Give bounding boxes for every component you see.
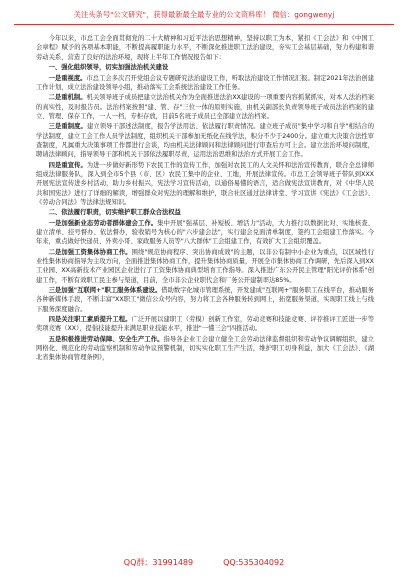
body-paragraph [36, 315, 374, 334]
paragraph-text: 集中开展"强基层、补短板、增活力"活动，大力推行以数据比对、实地核查、建立清单、挂号督办、依法督办，验收销号为核心的"六步建会法"，实行建会兑面清单制度，签约工会组建工作落实。今年来，重点做好快递员、外卖小哥、家政服务人员等"八大群体"工会组建工作，有效扩大工会组织覆盖。 [36, 219, 374, 246]
body-paragraph [36, 34, 374, 62]
document-body [36, 34, 374, 546]
body-paragraph [36, 335, 374, 363]
paragraph-lead: 四是重宣传。 [48, 161, 87, 169]
footer-qq-group: QQ群：31991489 [123, 557, 194, 567]
paragraph-text: 围绕"规范协商程序、突出协商成效"的主题，以非公有制中小企业为重点，以区域性行业性集体协商指导为主攻方向，全面推进集体协商工作，提升集体协商质量，开展全市集体协商工作调研，先后深入到XX工业园、XX高新技术产业园区企业进行了工资集体协商典型培育工作指导。深入推进广东公开民主管理"阳光评价体系"创建工作，不断有效职工民主参与渠道，目前，全市非公企业职代会和厂务公开建制率达85%。 [36, 248, 374, 284]
footer-qq: QQ:535304092 [223, 557, 285, 567]
paragraph-text: 为进一步做好新形势下农民工作的宣传工作，加强对农民工的人文关怀和法治宣传教育，联合全总律师组成法律服务队，深入到全市5个县（市、区）农民工集中的企业、工地，开展法律宣传。市总工会领导班子带队到XXX开展宪法宣传进乡村活动，助力乡村振兴，宪法学习宣传活动，以通俗易懂的语言，适合做宪法宣讲教育，对《中华人民共和国宪法》进行了详细的解读，增强群众对宪法的理解和维护，联合社区通过法律讲堂、学习宣讲《宪法》《工会法》、《劳动合同法》等法律法规知识。 [36, 161, 374, 206]
paragraph-text: 广泛开展以建职工（劳模）创新工作室，劳动竞赛和技能竞赛、评荐推评工匠进一步等奖项竞赛（XX），提倡技能提升来满足职业技能水平，推进"一懂三会"四推活动。 [36, 316, 374, 333]
paragraph-lead: 三是重制度。 [48, 123, 87, 131]
body-paragraph [36, 74, 374, 93]
paragraph-lead: 二是重机制。 [48, 94, 87, 102]
paragraph-text: 市总工会多次召开党组会议专题研究法治建设工作，听取法治建设工作情况汇报。制定2021年法治创建工作计划，成立法治建设领导小组，推动落实工会系统法治建设工作任务。 [36, 74, 374, 91]
body-paragraph [36, 286, 374, 314]
paragraph-lead: 一是加强新业态劳动者群体建会工作。 [48, 219, 158, 227]
paragraph-lead: 五是积极推进劳动保障、安全生产工作。 [48, 335, 164, 343]
paragraph-lead: 四是关注职工素质提升工程。 [48, 316, 132, 324]
paragraph-text: 二、依法履行职责，切实维护职工群众合法权益 [48, 209, 181, 217]
body-paragraph [36, 248, 374, 285]
paragraph-lead: 二是加强工资集体协商工作。 [48, 248, 132, 256]
body-paragraph [36, 122, 374, 159]
paragraph-text: 指导各企业工会建立健全工会劳动法律监督组织和劳动争议调解组织，建立网格化、规范化的劳动监察机制和劳动争议预警机制，切实实化职工生产生活，维护职工切身利益，加大《工会法》、《湖北省集体协商管理条例》， [36, 335, 374, 362]
paragraph-lead: 三是加强"互联网+"职工服务体系建设。 [48, 287, 162, 295]
section-heading [36, 208, 374, 218]
paragraph-lead: 一是重视度。 [48, 74, 87, 82]
body-paragraph [36, 219, 374, 247]
section-heading [36, 63, 374, 73]
body-paragraph [36, 93, 374, 121]
paragraph-text: 一、强化组织领导，切实加强法治机关建设 [48, 63, 169, 71]
paragraph-text: 今年以来，市总工会全面贯彻党的二十大精神和习近平法治思想精神，坚持以职工为本，紧扣《工会法》和《中国工会章程》赋予的各项基本职能，不断提高履职能力水平，不断深化推进职工法治建设，夯实工会基层基础，努力构建和谐劳动关系，营造了良好的法治环境，现将上半年工作情况报告如下： [36, 35, 374, 61]
footer [14, 554, 394, 570]
header-banner [14, 6, 394, 25]
banner-text: 关注头条号"公文研究"，获得最新最全最专业的公文资料库！ 微信：gongwenyj [73, 10, 335, 19]
paragraph-text: 建立领导干部述法制度，报告学法用法、依法履行职责情况。建立班子成员"集中学习和自学"相结合的学法制度，建立工会工作人员学法制度，组织机关干部参加无纸化在线学法，积分不少于2400分。建立重大决策合法性审查制度，凡属重大决策事项工作都进行会谈，均由机关法律顾问和法律顾问进行审查后方可上会。建立法治环境问制度，聘请法律顾问，指导领导干部和机关干部依法履职尽责，运用法治思维和法治方式开展工会工作。 [36, 123, 374, 159]
paragraph-text: 机关领导班子成员把建立法治机关作为全面推进法治XX建设的一项重要内容抓紧抓实，对本人法治档案的真实性，及时报告员。法治档案按照"建、管、存"三位一体的原则实施，由机关副部长负责领导班子成员法治档案的建立、管理、保存工作，一人一档，专柜存放，目前5名班子成员已全部建立法治档案。 [36, 94, 374, 120]
body-paragraph [36, 161, 374, 207]
paragraph-text: 借助数字化城市管理系统，开发建成"互联网+"服务职工在线平台，推动服务各种新媒体手段，不断丰富"XX职工"微信公众号内容，努力将工会各种服务转到网上，拓宽服务渠道，实现职工线上与线下服务深度融合。 [36, 287, 374, 313]
